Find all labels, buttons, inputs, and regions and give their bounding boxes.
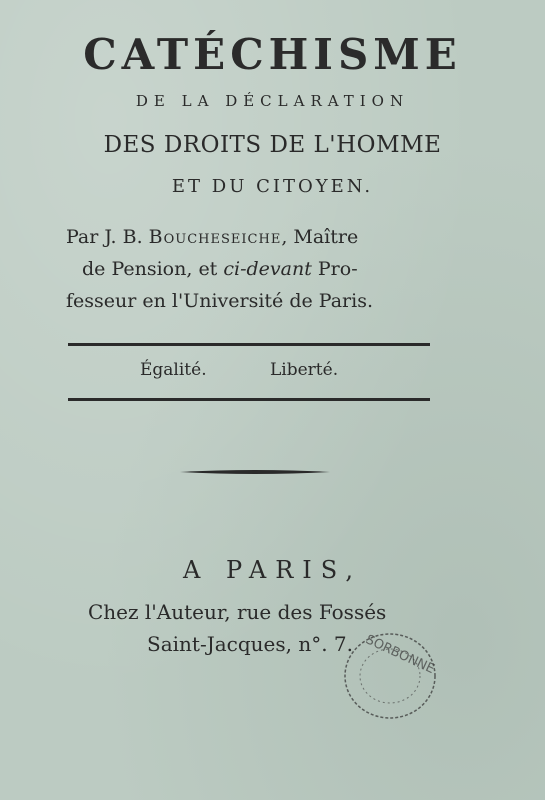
motto-liberte: Liberté.: [270, 360, 339, 380]
author-line1-rest: , Maître: [281, 226, 359, 248]
svg-text:SORBONNE: SORBONNE: [363, 632, 437, 678]
ornament-rule: [180, 469, 330, 475]
imprint-line-1: Chez l'Auteur, rue des Fossés: [88, 600, 387, 624]
subtitle-line-1: DE LA DÉCLARATION: [135, 92, 410, 110]
author-line-3: fesseur en l'Université de Paris.: [66, 290, 373, 312]
bottom-rule: [68, 398, 430, 401]
author-line2-italic: ci-devant: [223, 258, 312, 280]
author-line2-end: Pro-: [311, 258, 358, 280]
imprint-line-2: Saint-Jacques, n°. 7.: [147, 632, 354, 656]
author-prefix: Par J. B.: [66, 226, 149, 248]
top-rule: [68, 343, 430, 346]
author-line-1: [66, 226, 358, 248]
subtitle-line-2: DES DROITS DE L'HOMME: [103, 132, 442, 158]
imprint-city: A PARIS,: [182, 556, 362, 584]
author-name: Boucheseiche: [148, 226, 282, 248]
author-line-2: [82, 258, 358, 280]
book-title: CATÉCHISME: [83, 30, 462, 79]
author-line2-start: de Pension, et: [82, 258, 224, 280]
library-stamp: [340, 628, 440, 723]
subtitle-line-3: ET DU CITOYEN.: [171, 176, 374, 197]
motto-egalite: Égalité.: [140, 360, 207, 380]
